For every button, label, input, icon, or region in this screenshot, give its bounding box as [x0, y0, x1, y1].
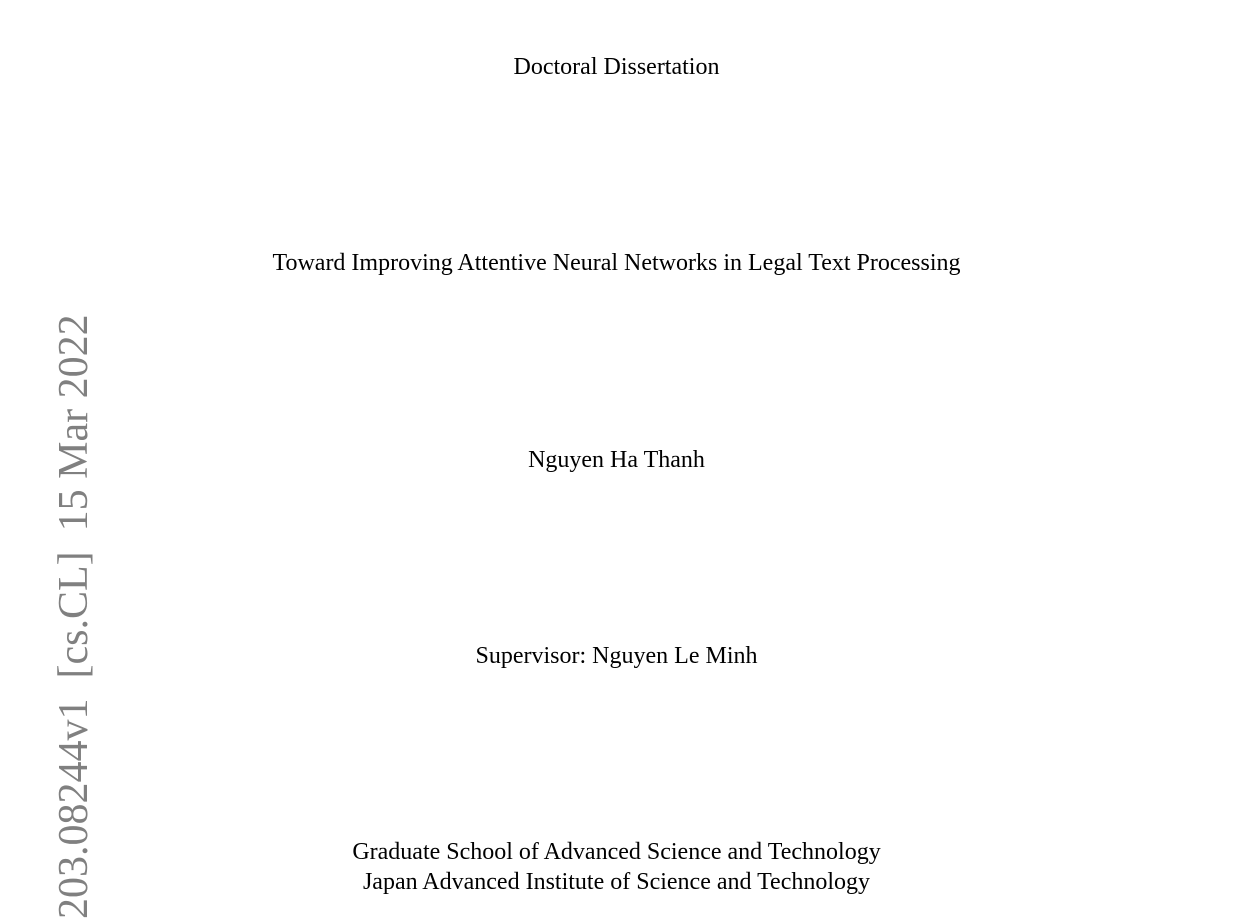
arxiv-category: [cs.CL]	[51, 551, 97, 679]
institute-name: Japan Advanced Institute of Science and Technology	[362, 869, 871, 895]
arxiv-side-stamp	[52, 314, 96, 919]
arxiv-date: 15 Mar 2022	[51, 314, 97, 532]
supervisor-line: Supervisor: Nguyen Le Minh	[475, 643, 758, 669]
author-name: Nguyen Ha Thanh	[528, 447, 705, 473]
school-name: Graduate School of Advanced Science and Technology	[352, 839, 881, 865]
arxiv-id: 203.08244v1	[51, 698, 97, 919]
document-type: Doctoral Dissertation	[513, 54, 720, 80]
dissertation-title: Toward Improving Attentive Neural Networks in Legal Text Processing	[272, 250, 961, 276]
